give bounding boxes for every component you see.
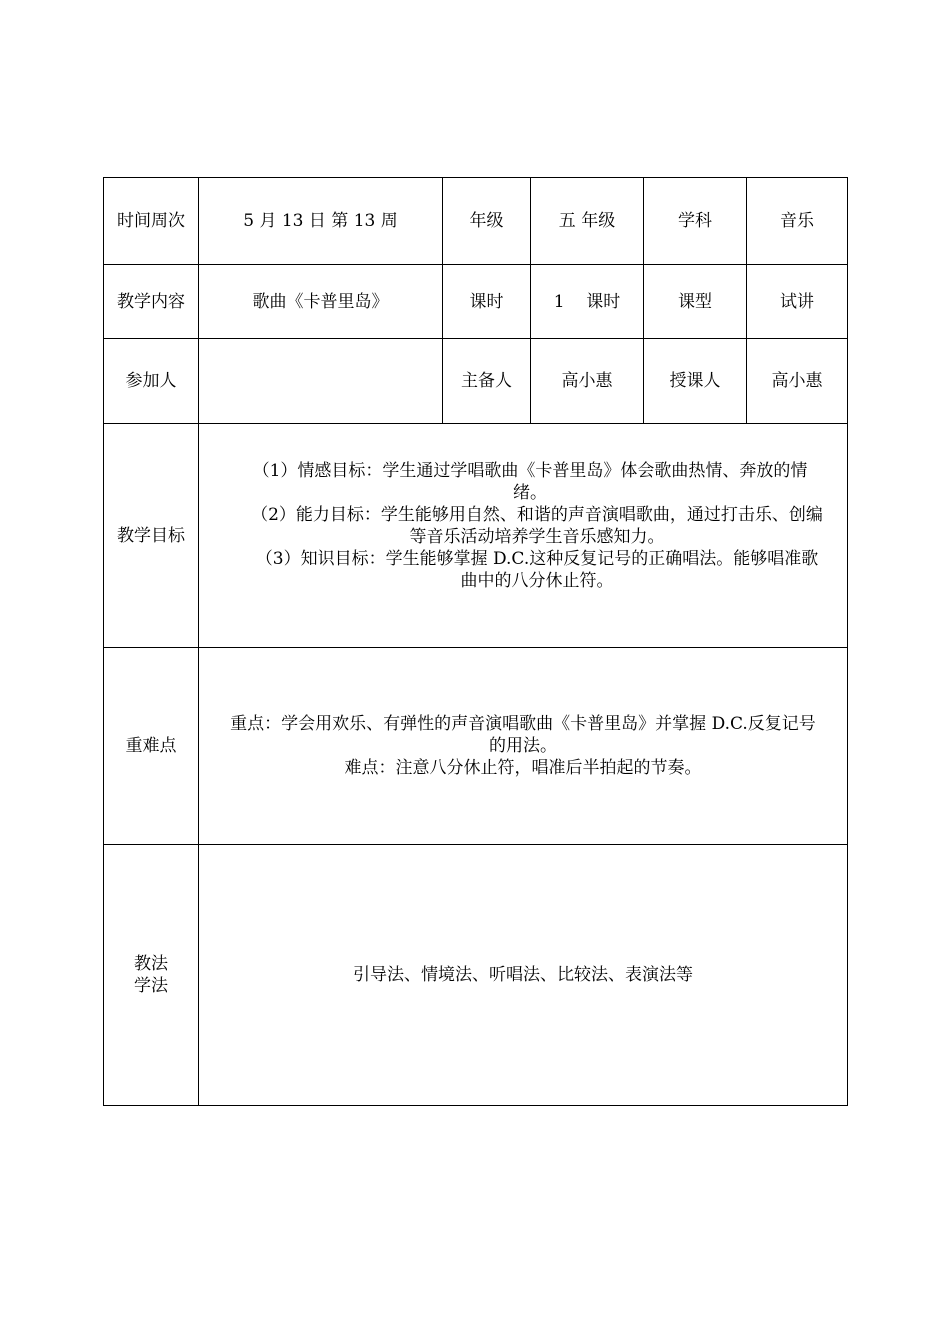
content-value: 歌曲《卡普里岛》 — [199, 265, 443, 339]
goal-3-line-b: 曲中的八分休止符。 — [460, 571, 614, 591]
keypoint-line-1: 重点：学会用欢乐、有弹性的声音演唱歌曲《卡普里岛》并掌握 D.C.反复记号 — [230, 714, 816, 734]
grade-value: 五 年级 — [531, 178, 644, 265]
label-hours: 课时 — [443, 265, 531, 339]
label-subject: 学科 — [644, 178, 747, 265]
row-participants — [104, 339, 848, 424]
row-goals — [104, 424, 848, 648]
type-value: 试讲 — [747, 265, 848, 339]
subject-value: 音乐 — [747, 178, 848, 265]
row-content — [104, 265, 848, 339]
teacher-value: 高小惠 — [747, 339, 848, 424]
label-methods — [104, 845, 199, 1106]
label-lead: 主备人 — [443, 339, 531, 424]
label-participants: 参加人 — [104, 339, 199, 424]
label-time: 时间周次 — [104, 178, 199, 265]
goal-1-line-b: 绪。 — [513, 483, 547, 503]
label-methods-line-2: 学法 — [134, 976, 168, 996]
label-grade: 年级 — [443, 178, 531, 265]
goal-2-line-a: （2）能力目标：学生能够用自然、和谐的声音演唱歌曲，通过打击乐、创编 — [251, 505, 823, 525]
goal-3-line-a: （3）知识目标：学生能够掌握 D.C.这种反复记号的正确唱法。能够唱准歌 — [255, 549, 819, 569]
goals-content — [199, 424, 848, 648]
label-teacher: 授课人 — [644, 339, 747, 424]
label-content: 教学内容 — [104, 265, 199, 339]
keypoint-line-2: 的用法。 — [489, 736, 557, 756]
participants-value — [199, 339, 443, 424]
goal-1-line-a: （1）情感目标：学生通过学唱歌曲《卡普里岛》体会歌曲热情、奔放的情 — [252, 461, 808, 481]
time-value: 5 月 13 日 第 13 周 — [199, 178, 443, 265]
goal-2-line-b: 等音乐活动培养学生音乐感知力。 — [409, 527, 665, 547]
row-time — [104, 178, 848, 265]
label-methods-line-1: 教法 — [134, 954, 168, 974]
row-methods — [104, 845, 848, 1106]
hours-value: 1 课时 — [531, 265, 644, 339]
keypoints-content — [199, 648, 848, 845]
methods-value: 引导法、情境法、听唱法、比较法、表演法等 — [199, 845, 848, 1106]
keypoint-line-3: 难点：注意八分休止符，唱准后半拍起的节奏。 — [344, 758, 702, 778]
label-keypoints: 重难点 — [104, 648, 199, 845]
label-goals: 教学目标 — [104, 424, 199, 648]
lead-value: 高小惠 — [531, 339, 644, 424]
row-keypoints — [104, 648, 848, 845]
lesson-plan-table — [103, 177, 848, 1106]
label-type: 课型 — [644, 265, 747, 339]
